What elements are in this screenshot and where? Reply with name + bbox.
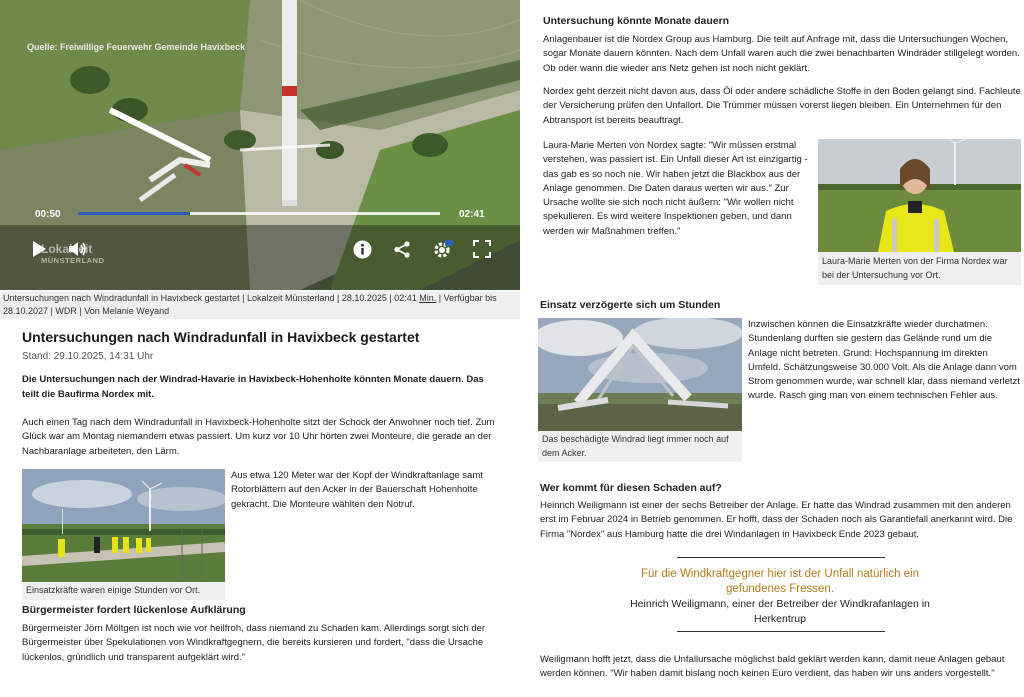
photo-emergency-workers bbox=[22, 469, 225, 582]
current-time: 00:50 bbox=[35, 209, 61, 220]
figure-damaged-turbine bbox=[538, 318, 742, 462]
article-timestamp: Stand: 29.10.2025, 14:31 Uhr bbox=[22, 351, 154, 362]
settings-icon bbox=[432, 239, 453, 260]
share-button[interactable] bbox=[391, 238, 413, 260]
video-caption bbox=[0, 291, 520, 319]
figure-einsatzkraefte bbox=[22, 469, 225, 600]
info-icon bbox=[353, 240, 372, 259]
progress-bar[interactable] bbox=[78, 212, 440, 215]
video-player[interactable] bbox=[0, 0, 520, 290]
fullscreen-icon bbox=[473, 240, 491, 258]
heading-monate: Untersuchung könnte Monate dauern bbox=[543, 15, 730, 27]
heading-einsatz: Einsatz verzögerte sich um Stunden bbox=[540, 299, 721, 311]
paragraph-hochspannung: Inzwischen können die Einsatzkräfte wieder durchatmen. Stundenlang durften sie gestern das Gelände rund um die Anlage nicht betreten. Grund: Hochspannung im direkten Umfeld. Schätzungsweise 30.000 Volt. Als die Anlage dann vom Strom genommen wurde, war schnell klar, dass niemand verletzt wurde. Rasch ging man von einem technischen Fehler aus. bbox=[748, 319, 1020, 402]
article-title: Untersuchungen nach Windradunfall in Havixbeck gestartet bbox=[22, 329, 420, 345]
paragraph-final: Weiligmann hofft jetzt, dass die Unfallursache möglichst bald geklärt werden kann, damit neue Anlagen gebaut werden können. "Wir haben damit bislang noch keinen Euro verdient, das haben wir uns anders vorgestellt." bbox=[540, 654, 1005, 680]
video-caption-text: Untersuchungen nach Windradunfall in Havixbeck gestartet | Lokalzeit Münsterland | 28.10.2025 | 02:41 bbox=[3, 293, 420, 303]
heading-schaden: Wer kommt für diesen Schaden auf? bbox=[540, 482, 722, 494]
paragraph-nordex: Anlagenbauer ist die Nordex Group aus Hamburg. Die teilt auf Anfrage mit, dass die Untersuchungen Wochen, sogar Monate dauern könnten. Nach dem Unfall waren auch die zwei benachbarten Windräder stillgelegt worden. Ob oder wann die wieder ans Netz gehen ist noch nicht geklärt. bbox=[543, 34, 1020, 74]
paragraph-crash: Aus etwa 120 Meter war der Kopf der Windkraftanlage samt Rotorblättern auf den Acker in der Bauerschaft Hohenholte gekracht. Die Monteure wählten den Notruf. bbox=[231, 470, 483, 510]
paragraph-merten-quote: Laura-Marie Merten von Nordex sagte: "Wir müssen erstmal verstehen, was passiert ist. Ein Unfall dieser Art ist einzigartig - das gab es so noch nie. Wir haben jetzt die Blackbox aus der Anlage genommen. Die Daten daraus werten wir aus." Zur Ursache wollte sie sich noch nicht äußern: "Wir wollen nicht spekulieren. Es wird weitere Inspektionen geben, und dann werden wir Maßnahmen treffen." bbox=[543, 140, 808, 237]
pull-quote: Für die Windkraftgegner hier ist der Unfall natürlich ein gefundenes Fressen. bbox=[640, 568, 920, 595]
share-icon bbox=[393, 240, 412, 259]
brand-name: Lokalzeit bbox=[41, 242, 93, 256]
pull-quote-source: Heinrich Weiligmann, einer der Betreiber der Windkrafanlagen in Herkentrup bbox=[630, 598, 930, 625]
photo-damaged-turbine bbox=[538, 318, 742, 431]
paragraph-boden: Nordex geht derzeit nicht davon aus, dass Öl oder andere schädliche Stoffe in den Boden gelangt sind. Fachleute der Versicherung prüfen den Unfallort. Die Trümmer müssen vorerst liegen bleiben. Ein Unternehmen für den Abtransport ist bereits beauftragt. bbox=[543, 86, 1021, 126]
video-caption-text-after: | Verfügbar bis 28.10.2027 | WDR | Von Melanie Weyand bbox=[3, 293, 497, 316]
paragraph-intro: Auch einen Tag nach dem Windradunfall in Havixbeck-Hohenholte sitzt der Schock der Anwohner noch tief. Zum Glück war am Montag niemandem etwas passiert. Um kurz vor 10 Uhr hörten zwei Monteure, die gerade an der Nachbaranlage arbeiteten, den Lärm. bbox=[22, 417, 495, 457]
info-button[interactable] bbox=[351, 238, 373, 260]
duration-link[interactable]: Min. bbox=[419, 293, 437, 303]
brand-region: MÜNSTERLAND bbox=[41, 256, 105, 265]
video-source-label: Quelle: Freiwillige Feuerwehr Gemeinde Havixbeck bbox=[27, 42, 246, 52]
paragraph-weiligmann: Heinrich Weiligmann ist einer der sechs Betreiber der Anlage. Er hatte das Windrad zusammen mit den anderen erst im Februar 2024 in Betrieb genommen. Er hofft, dass der Schaden noch als Garantiefall anerkannt wird. Die Firma "Nordex" aus Hamburg hatte die drei Windanlagen in Havixbeck Ende 2023 gebaut. bbox=[540, 500, 1013, 540]
heading-buergermeister: Bürgermeister fordert lückenlose Aufklärung bbox=[22, 604, 246, 616]
quote-divider-bottom bbox=[677, 631, 885, 632]
photo-laura-marie-merten bbox=[818, 139, 1021, 252]
progress-fill bbox=[78, 212, 190, 215]
lokalzeit-logo bbox=[41, 243, 104, 265]
figure-merten bbox=[818, 139, 1021, 285]
settings-button[interactable] bbox=[431, 238, 453, 260]
fullscreen-button[interactable] bbox=[471, 238, 493, 260]
figure-caption: Laura-Marie Merten von der Firma Nordex war bei der Untersuchung vor Ort. bbox=[818, 252, 1021, 285]
quote-divider-top bbox=[677, 557, 885, 558]
article-lead: Die Untersuchungen nach der Windrad-Havarie in Havixbeck-Hohenholte könnten Monate dauern. Das teilt die Baufirma Nordex mit. bbox=[22, 374, 484, 400]
figure-caption: Einsatzkräfte waren einige Stunden vor Ort. bbox=[22, 582, 225, 600]
figure-caption: Das beschädigte Windrad liegt immer noch auf dem Acker. bbox=[538, 431, 742, 462]
paragraph-buergermeister: Bürgermeister Jörn Möltgen ist noch wie vor heilfroh, dass niemand zu Schaden kam. Allerdings sorgt sich der Bürgermeister über Spekulationen von Windkraftgegnern, die bereits kursieren und fordert, "dass die Ursache lückenlos, gründlich und transparent aufgeklärt wird." bbox=[22, 623, 486, 663]
total-time: 02:41 bbox=[459, 209, 485, 220]
